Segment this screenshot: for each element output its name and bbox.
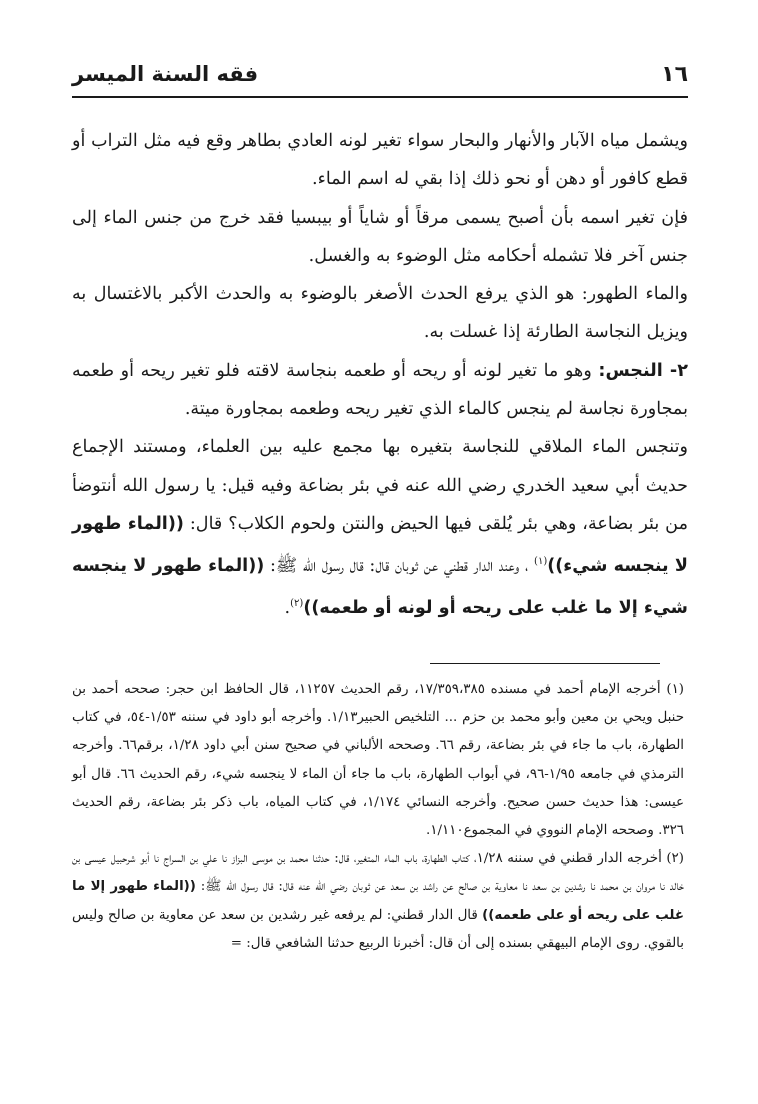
paragraph-ijma [72, 428, 688, 627]
footnote-divider [430, 663, 660, 664]
footnote-2-hadith: ((الماء طهور إلا ما غلب على ريحه أو على طعمه)) [72, 879, 684, 923]
footnote-2-text: (٢) أخرجه الدار قطني في سننه ١/٢٨، كتاب الطهارة، باب الماء المتغير، قال: حدثنا محمد بن موسى البزاز نا علي بن السراج نا أبو شرحبيل عيسى بن خالد نا مروان بن محمد نا رشدين بن سعد نا معاوية بن صالح عن راشد بن سعد عن ثوبان رضي الله عنه قال: قال رسول الله ﷺ: [72, 851, 685, 895]
paragraph-2: فإن تغير اسمه بأن أصبح يسمى مرقاً أو شاياً أو بيبسيا فقد خرج من جنس الماء إلى جنس آخر فلا تشمله أحكامه مثل الوضوء به والغسل. [72, 207, 688, 266]
paragraph-3: والماء الطهور: هو الذي يرفع الحدث الأصغر بالوضوء به والحدث الأكبر بالاغتسال به ويزيل النجاسة الطارئة إذا غسلت به. [72, 284, 688, 343]
footnote-1: (١) أخرجه الإمام أحمد في مسنده ١٧/٣٥٩،٣٨٥، رقم الحديث ١١٢٥٧، قال الحافظ ابن حجر: صححه أحمد بن حنبل ويحي بن معين وأبو محمد بن حزم ... التلخيص الحبير١/١٣. وأخرجه أبو داود في سننه ١/٥٣-٥٤، في كتاب الطهارة، باب ما جاء في بئر بضاعة، رقم ٦٦. وصححه الألباني في صحيح سنن أبي داود ١/٢٨، برقم٦٦. وأخرجه الترمذي في جامعه ١/٩٥-٩٦، في أبواب الطهارة، باب ما جاء أن الماء لا ينجسه شيء، رقم الحديث ٦٦. قال أبو عيسى: هذا حديث حسن صحيح. وأخرجه النسائي ١/١٧٤، في كتاب المياه، باب ذكر بئر بضاعة، رقم الحديث ٣٢٦. وصححه الإمام النووي في المجموع١/١١٠. [72, 682, 684, 839]
ijma-text: وتنجس الماء الملاقي للنجاسة بتغيره بها مجمع عليه بين العلماء، ومستند الإجماع حديث أبي سعيد الخدري رضي الله عنه في بئر بضاعة وفيه قيل: يا رسول الله أنتوضأ من بئر بضاعة، وهي بئر يُلقى فيها الحيض والنتن ولحوم الكلاب؟ قال: [72, 437, 688, 534]
footnote-ref-1[interactable]: (١) [534, 556, 548, 568]
footnotes [72, 676, 684, 958]
sentence-end: . [284, 598, 291, 619]
paragraph-1: ويشمل مياه الآبار والأنهار والبحار سواء تغير لونه العادي بطاهر وقع فيه مثل التراب أو قطع كافور أو دهن أو نحو ذلك إذا بقي له اسم الماء. [72, 131, 688, 190]
footnote-2-continuation: قال الدار قطني: لم يرفعه غير رشدين بن سعد عن معاوية بن صالح وليس بالقوي. روى الإمام البيهقي بسنده إلى أن قال: أخبرنا الربيع حدثنا الشافعي قال: = [72, 907, 684, 951]
main-text [72, 122, 688, 628]
paragraph-najis [72, 352, 688, 429]
page-header [72, 60, 688, 98]
page-number: ١٦ [661, 62, 688, 87]
footnote-2 [72, 845, 684, 958]
section-label-najis: ٢- النجس: [598, 360, 688, 381]
hadith-quote-1: ((الماء طهور لا ينجسه شيء)) [72, 513, 688, 577]
najis-definition: وهو ما تغير لونه أو ريحه أو طعمه بنجاسة لاقته فلو تغير ريحه أو طعمه بمجاورة نجاسة لم ينجس كالماء الذي تغير ريحه وطعمه بمجاورة ميتة. [72, 360, 688, 420]
hadith-quote-2: ((الماء طهور لا ينجسه شيء إلا ما غلب على ريحه أو لونه أو طعمه)) [72, 556, 688, 619]
daraqutni-text: ، وعند الدار قطني عن ثوبان قال: قال رسول الله ﷺ: [270, 556, 529, 577]
footnote-ref-2[interactable]: (٢) [290, 598, 304, 610]
book-title: فقه السنة الميسر [72, 62, 259, 86]
